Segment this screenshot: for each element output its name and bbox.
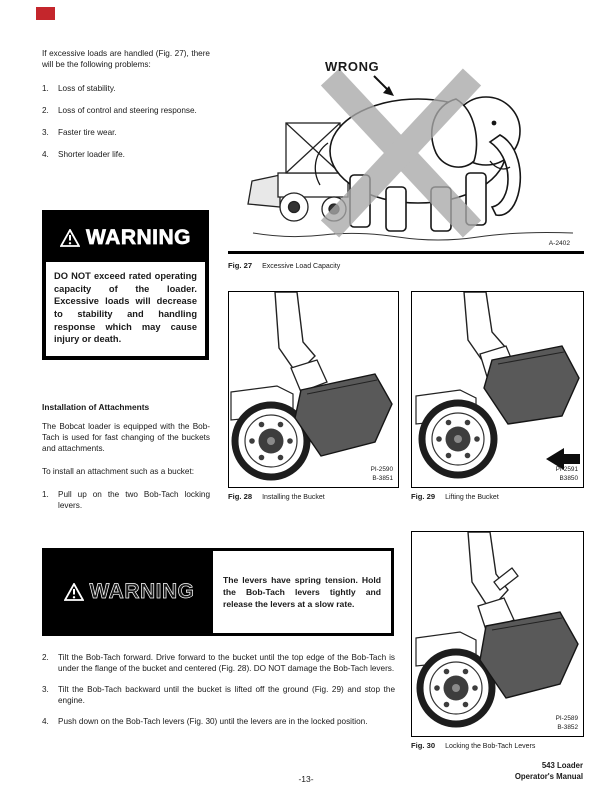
list-number: 2. <box>42 105 49 115</box>
list-item <box>42 84 210 95</box>
warning-title: WARNING <box>89 580 195 603</box>
list-text: Pull up on the two Bob-Tach locking levers. <box>58 489 210 510</box>
figure-30-image <box>411 531 584 737</box>
figure-label: Fig. 27 <box>228 261 253 270</box>
list-item <box>42 653 395 675</box>
figure-code: A-2402 <box>548 240 570 247</box>
manual-title-line2: Operator's Manual <box>514 771 583 781</box>
list-item <box>42 106 210 117</box>
warning-body: The levers have spring tension. Hold the Bob-Tach levers tightly and release the levers at a slow rate. <box>223 574 381 610</box>
list-item <box>42 128 210 139</box>
figure-caption-text: Locking the Bob-Tach Levers <box>445 743 536 750</box>
list-number: 3. <box>42 127 49 137</box>
figure-28-image <box>228 291 399 488</box>
ground-line <box>253 233 573 241</box>
figure-29-image <box>411 291 584 488</box>
figure-code: PI-2589 <box>555 714 578 722</box>
wrong-label: WRONG <box>325 59 380 74</box>
warning-header <box>46 214 205 262</box>
list-text: Shorter loader life. <box>58 149 125 159</box>
figure-caption <box>411 492 584 501</box>
warning-body: DO NOT exceed rated operating capacity of the loader. Excessive loads will decrease to stability and handling response which may cause injury or death. <box>54 271 197 345</box>
intro-paragraph: If excessive loads are handled (Fig. 27), there will be the following problems: <box>42 49 210 69</box>
registration-mark <box>36 7 55 20</box>
loader-tire <box>422 403 494 475</box>
figure-30 <box>411 531 584 750</box>
list-item <box>42 150 210 161</box>
elephant-on-loader-illustration <box>228 47 584 249</box>
installation-paragraph: To install an attachment such as a bucket: <box>42 466 195 476</box>
figure-caption <box>411 741 584 750</box>
figure-code: B-3851 <box>372 475 393 483</box>
warning-title: WARNING <box>86 226 191 249</box>
figure-29 <box>411 291 584 501</box>
figure-caption-text: Installing the Bucket <box>262 494 325 501</box>
locking-levers-illustration <box>412 532 582 736</box>
lift-arm <box>275 292 315 374</box>
list-item <box>42 490 210 512</box>
warning-box-capacity <box>42 210 209 360</box>
list-number: 2. <box>42 653 49 662</box>
figure-caption-text: Lifting the Bucket <box>445 494 499 501</box>
lifting-bucket-illustration <box>412 292 582 487</box>
figure-caption <box>228 261 584 270</box>
page-number: -13- <box>298 774 314 784</box>
figure-label: Fig. 30 <box>411 741 436 750</box>
figure-27-image <box>228 47 584 249</box>
wrong-arrow <box>374 76 394 96</box>
excessive-loads-section <box>42 49 210 171</box>
list-number: 4. <box>42 149 49 159</box>
list-number: 1. <box>42 489 49 499</box>
list-number: 3. <box>42 684 49 694</box>
warning-header <box>45 551 213 633</box>
figure-27 <box>228 47 584 270</box>
figure-code: PI-2590 <box>370 465 393 473</box>
figure-codes <box>556 465 578 484</box>
list-text: Tilt the Bob-Tach forward. Drive forward to the bucket until the top edge of the Bob-Tach is under the flange of the bucket and centered (Fig. 28). DO NOT damage the Bob-Tach levers. <box>58 653 395 673</box>
installation-section <box>42 402 210 523</box>
figure-code: B3850 <box>559 475 578 483</box>
figure-code: PI-2591 <box>555 465 578 473</box>
list-number: 1. <box>42 83 49 93</box>
warning-triangle-icon <box>64 583 84 601</box>
manual-title-line1: 543 Loader <box>541 761 583 770</box>
list-item <box>42 717 395 728</box>
list-text: Loss of control and steering response. <box>58 105 197 115</box>
list-text: Push down on the Bob-Tach levers (Fig. 30) until the levers are in the locked position. <box>58 716 368 726</box>
installing-bucket-illustration <box>229 292 397 487</box>
attachment-steps <box>42 653 395 738</box>
figure-28 <box>228 291 399 501</box>
figure-codes <box>556 714 578 733</box>
list-text: Faster tire wear. <box>58 127 117 137</box>
list-text: Loss of stability. <box>58 83 116 93</box>
installation-paragraph: The Bobcat loader is equipped with the Bob-Tach is used for fast changing of the buckets and attachments. <box>42 422 210 453</box>
caption-rule <box>228 251 584 270</box>
figure-codes <box>371 465 393 484</box>
section-heading: Installation of Attachments <box>42 402 150 412</box>
figure-label: Fig. 29 <box>411 492 436 501</box>
list-text: Tilt the Bob-Tach backward until the bucket is lifted off the ground (Fig. 29) and stop the engine. <box>58 684 395 705</box>
figure-caption <box>228 492 399 501</box>
warning-triangle-icon <box>60 229 80 247</box>
figure-code: B-3852 <box>557 724 578 732</box>
figure-caption-text: Excessive Load Capacity <box>262 263 341 270</box>
list-item <box>42 685 395 707</box>
warning-box-levers <box>42 548 394 636</box>
list-number: 4. <box>42 716 49 726</box>
figure-label: Fig. 28 <box>228 492 253 501</box>
manual-title <box>515 761 583 782</box>
